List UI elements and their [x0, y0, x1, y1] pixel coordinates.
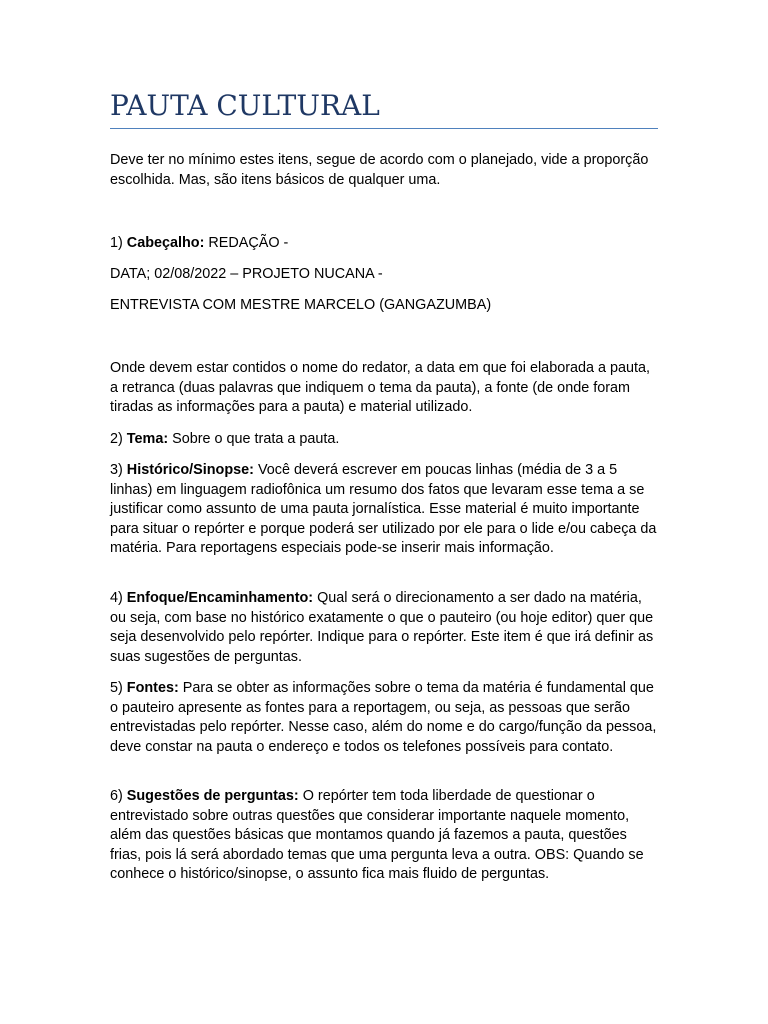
document-title: PAUTA CULTURAL — [110, 89, 380, 122]
item-label: Enfoque/Encaminhamento: — [126, 590, 314, 606]
item-text: O repórter tem toda liberdade de questionar o entrevistado sobre outras questões que considerar importante naquele momento, além das questões básicas que montamos quando já fazemos a pauta, questões frias, pois lá será abordado temas que uma pergunta leva a outra. OBS: Quando se conhece o histórico/sinopse, o assunto fica mais fluido de perguntas. — [110, 788, 644, 882]
item-text: Você deverá escrever em poucas linhas (média de 3 a 5 linhas) em linguagem radiofônica um resumo dos fatos que levaram esse tema a se justificar como assunto de uma pauta jornalística. Esse material é muito importante para situar o repórter e porque poderá ser utilizado por ele para o lide e/ou cabeça da matéria. Para reportagens especiais pode-se inserir mais informação. — [110, 462, 657, 556]
item-tema — [110, 430, 658, 450]
item-label: Tema: — [126, 431, 169, 447]
item-number: 5) — [110, 680, 123, 696]
date-line: DATA; 02/08/2022 – PROJETO NUCANA - — [110, 266, 383, 282]
item-number: 6) — [110, 788, 123, 804]
header-description: Onde devem estar contidos o nome do redator, a data em que foi elaborada a pauta, a retranca (duas palavras que indiquem o tema da pauta), a fonte (de onde foram tiradas as informações para a pauta) e material utilizado. — [110, 360, 651, 415]
item-fontes — [110, 679, 658, 757]
item-number: 2) — [110, 431, 123, 447]
item-label: Cabeçalho: — [126, 235, 205, 251]
item-sugestoes — [110, 787, 658, 885]
intro-paragraph: Deve ter no mínimo estes itens, segue de acordo com o planejado, vide a proporção escolhida. Mas, são itens básicos de qualquer uma. — [110, 152, 649, 188]
item-text: Para se obter as informações sobre o tema da matéria é fundamental que o pauteiro apresente as fontes para a reportagem, ou seja, as pessoas que serão entrevistadas pelo repórter. Nesse caso, além do nome e do cargo/função da pessoa, deve constar na pauta o endereço e todos os telefones possíveis para contato. — [110, 680, 657, 755]
item-label: Sugestões de perguntas: — [126, 788, 299, 804]
item-text: Qual será o direcionamento a ser dado na matéria, ou seja, com base no histórico exatamente o que o pauteiro (ou hoje editor) quer que seja desenvolvido pelo repórter. Indique para o repórter. Este item é que irá definir as suas sugestões de perguntas. — [110, 590, 654, 665]
item-label: Fontes: — [126, 680, 179, 696]
interview-line: ENTREVISTA COM MESTRE MARCELO (GANGAZUMBA) — [110, 297, 492, 313]
item-text: Sobre o que trata a pauta. — [172, 431, 340, 447]
item-enfoque — [110, 589, 658, 667]
header-item — [110, 234, 658, 254]
item-number: 1) — [110, 235, 123, 251]
item-value: REDAÇÃO - — [208, 235, 289, 251]
item-label: Histórico/Sinopse: — [126, 462, 254, 478]
item-number: 3) — [110, 462, 123, 478]
item-number: 4) — [110, 590, 123, 606]
item-historico — [110, 461, 658, 559]
title-underline — [110, 128, 658, 129]
